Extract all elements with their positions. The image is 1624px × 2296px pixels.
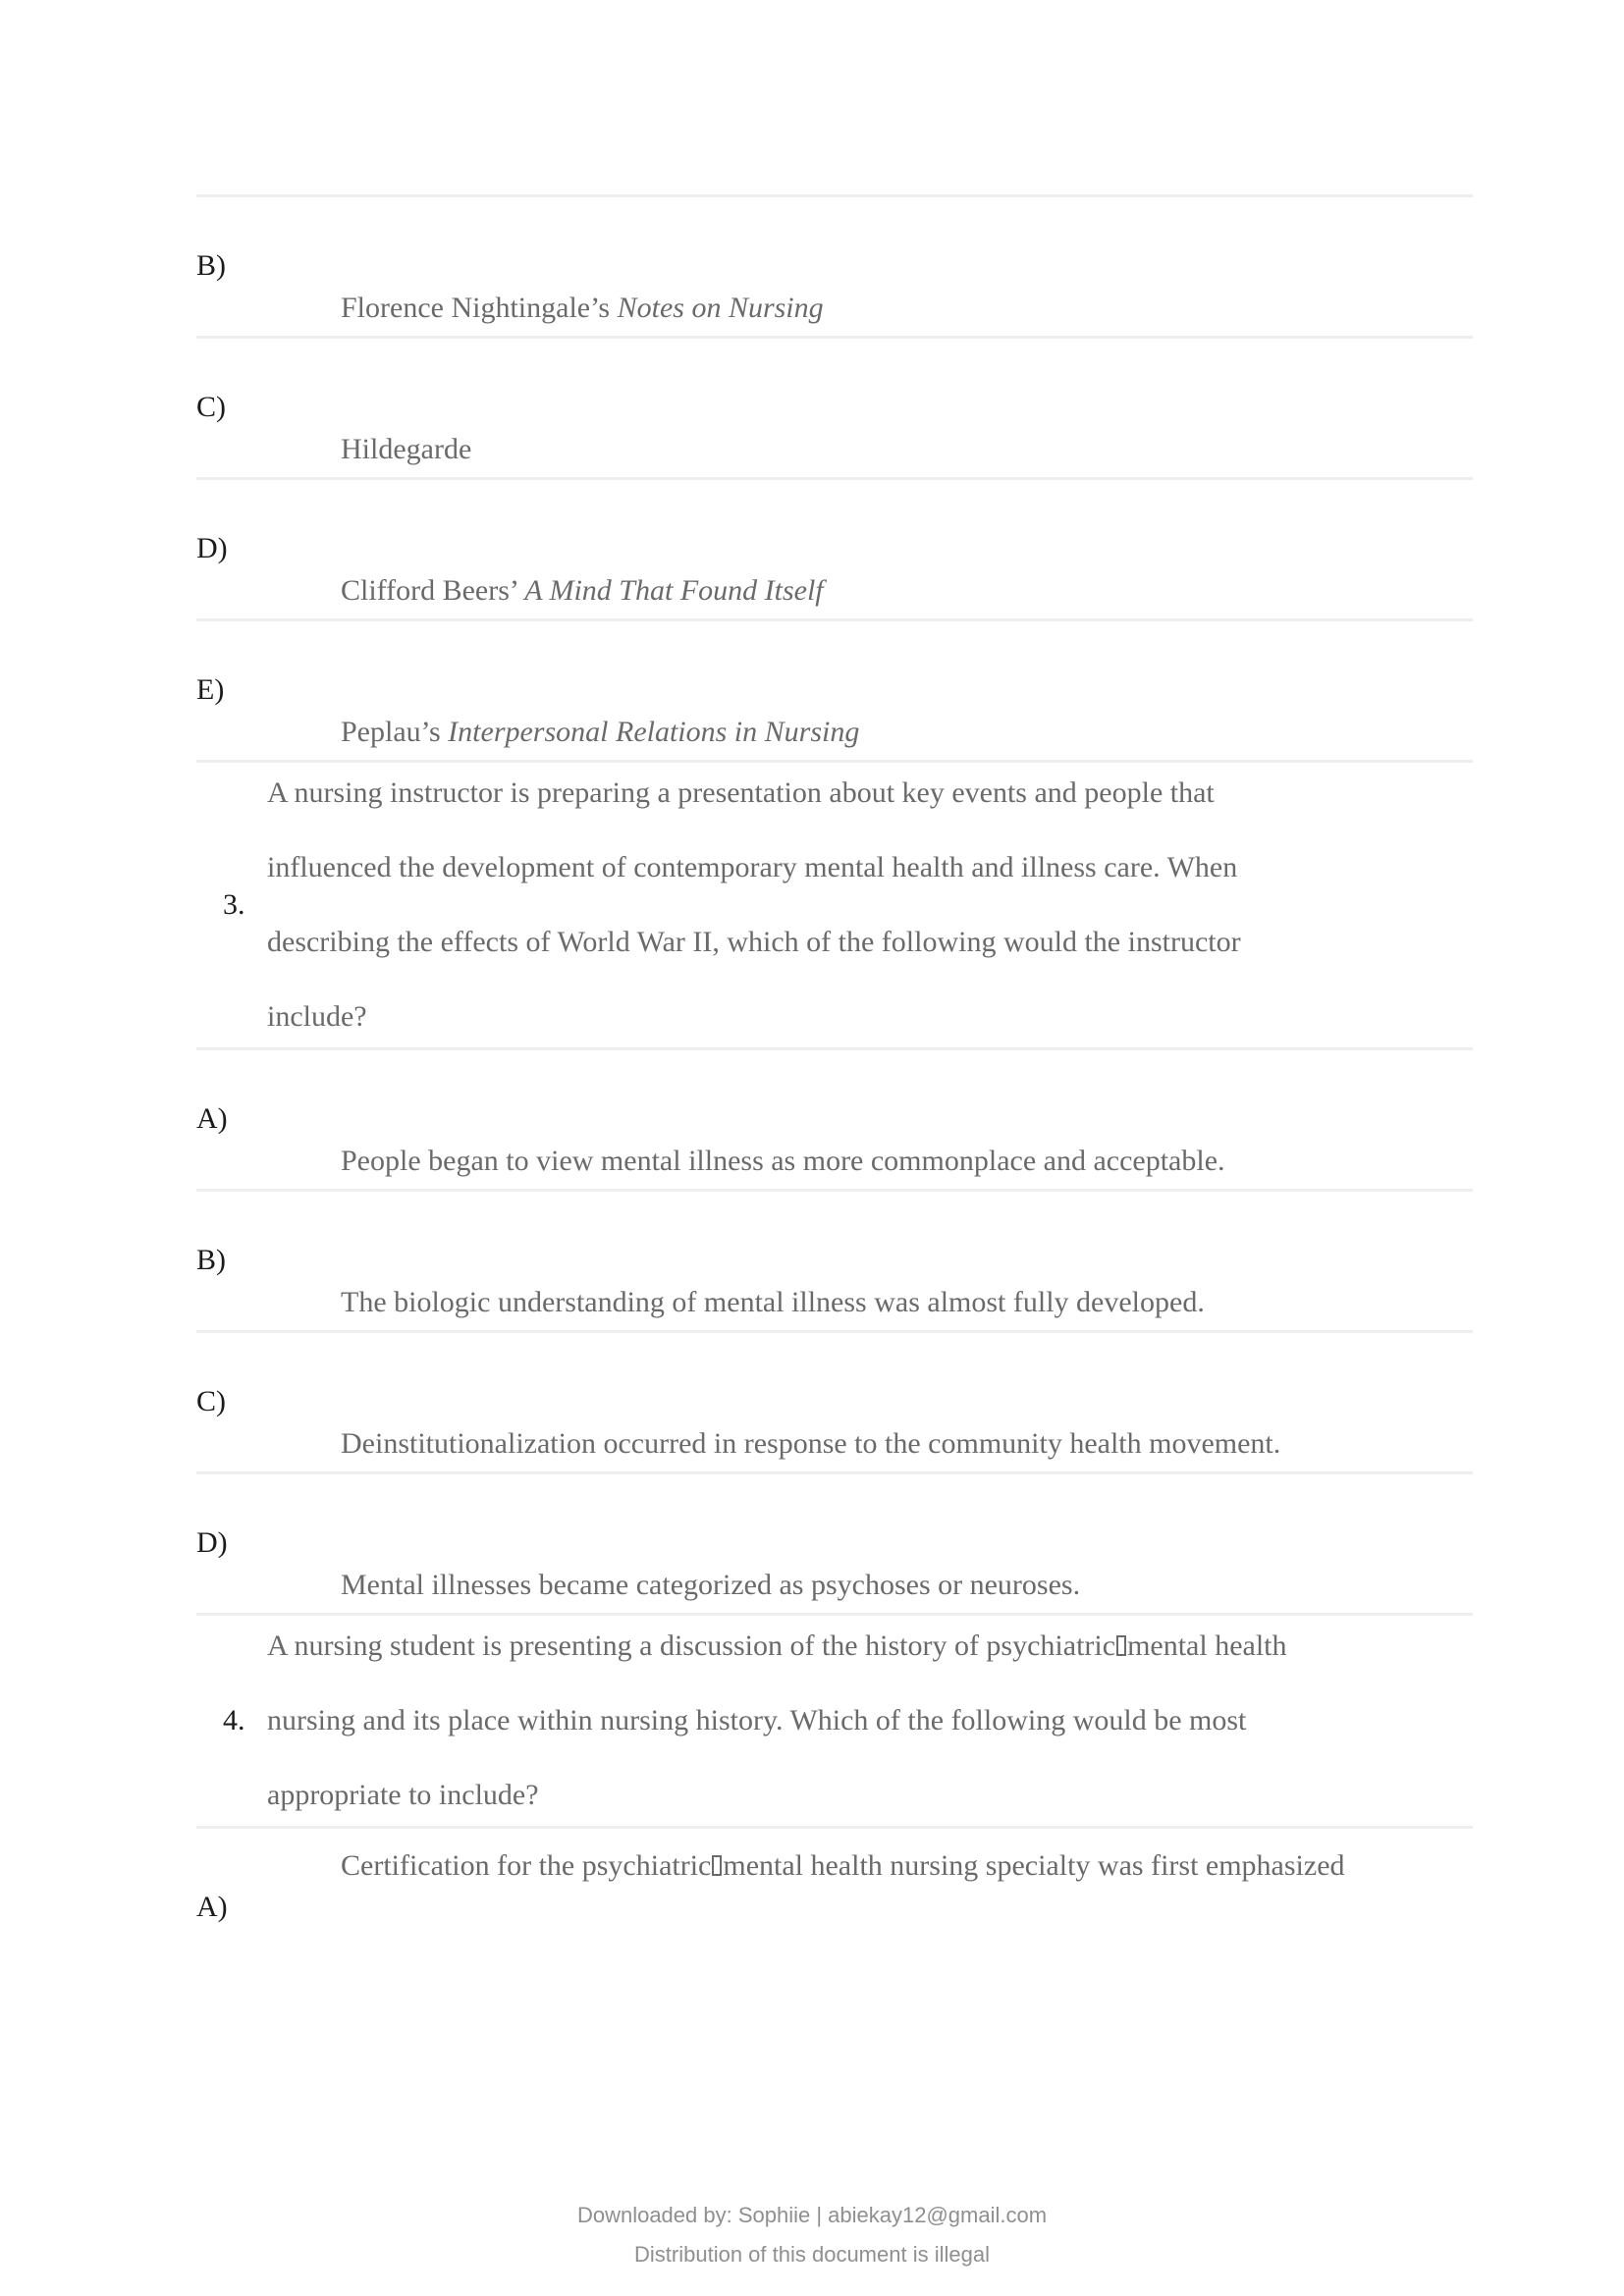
question-text bbox=[267, 756, 1241, 1054]
top-divider bbox=[196, 0, 1473, 197]
question-text-line bbox=[267, 830, 1241, 905]
text-segment: The biologic understanding of mental illness was almost fully developed. bbox=[341, 1286, 1205, 1318]
question-text-line bbox=[267, 980, 1241, 1054]
option-text bbox=[341, 1846, 1345, 1886]
option-letter: C) bbox=[196, 391, 226, 423]
missing-glyph-box bbox=[712, 1855, 722, 1876]
option-text bbox=[341, 571, 824, 611]
option-letter: B) bbox=[196, 1244, 226, 1276]
question-text-line bbox=[267, 756, 1241, 830]
footer-downloaded-by: Downloaded by: Sophiie | abiekay12@gmail.com bbox=[576, 2203, 1048, 2227]
question-number: 3. bbox=[223, 888, 245, 921]
book-title-italic: A Mind That Found Itself bbox=[524, 574, 824, 607]
option-text bbox=[341, 1142, 1225, 1181]
option-text bbox=[341, 713, 859, 752]
text-segment: Deinstitutionalization occurred in response to the community health movement. bbox=[341, 1427, 1281, 1460]
document-body bbox=[196, 0, 1473, 2064]
text-segment: Peplau’s bbox=[341, 716, 449, 748]
answer-option-row bbox=[196, 197, 1473, 339]
text-segment: Certification for the psychiatric bbox=[341, 1849, 712, 1882]
option-letter: D) bbox=[196, 532, 228, 564]
option-text bbox=[341, 289, 824, 328]
option-letter: A) bbox=[196, 1102, 228, 1135]
footer-distribution-notice: Distribution of this document is illegal bbox=[634, 2242, 990, 2267]
option-text bbox=[341, 1424, 1280, 1464]
answer-option-row bbox=[196, 1474, 1473, 1616]
text-segment: Florence Nightingale’s bbox=[341, 292, 618, 324]
text-segment: People began to view mental illness as more commonplace and acceptable. bbox=[341, 1145, 1225, 1177]
question-text-line bbox=[267, 905, 1241, 980]
text-segment: include? bbox=[267, 1000, 367, 1033]
page-footer bbox=[0, 2196, 1624, 2274]
text-segment: A nursing student is presenting a discussion of the history of psychiatric bbox=[267, 1629, 1116, 1662]
text-segment: A nursing instructor is preparing a presentation about key events and people that bbox=[267, 776, 1215, 809]
text-segment: nursing and its place within nursing history. Which of the following would be most bbox=[267, 1704, 1247, 1736]
missing-glyph-box bbox=[1116, 1635, 1126, 1656]
option-letter: E) bbox=[196, 673, 225, 706]
text-segment: influenced the development of contemporary mental health and illness care. When bbox=[267, 851, 1238, 883]
question-row bbox=[196, 763, 1473, 1050]
answer-option-row bbox=[196, 1333, 1473, 1474]
answer-option-row bbox=[196, 339, 1473, 480]
book-title-italic: Interpersonal Relations in Nursing bbox=[448, 716, 860, 748]
text-segment: appropriate to include? bbox=[267, 1779, 539, 1811]
text-segment: Clifford Beers’ bbox=[341, 574, 525, 607]
text-segment: Mental illnesses became categorized as psychoses or neuroses. bbox=[341, 1569, 1081, 1601]
question-row bbox=[196, 1616, 1473, 1829]
answer-option-row bbox=[196, 621, 1473, 763]
question-text-line bbox=[267, 1683, 1287, 1758]
option-text bbox=[341, 1283, 1205, 1322]
text-segment: mental health nursing specialty was first emphasized bbox=[723, 1849, 1345, 1882]
text-segment: describing the effects of World War II, which of the following would the instructor bbox=[267, 926, 1241, 958]
option-letter: D) bbox=[196, 1526, 228, 1559]
question-number: 4. bbox=[223, 1704, 245, 1736]
book-title-italic: Notes on Nursing bbox=[617, 292, 824, 324]
question-text-line bbox=[267, 1758, 1287, 1833]
option-letter: B) bbox=[196, 249, 226, 282]
answer-option-row bbox=[196, 480, 1473, 621]
answer-option-row bbox=[196, 1829, 1473, 2064]
question-text bbox=[267, 1609, 1287, 1833]
answer-option-row bbox=[196, 1192, 1473, 1333]
option-text bbox=[341, 430, 471, 469]
question-text-line bbox=[267, 1609, 1287, 1683]
option-letter: C) bbox=[196, 1385, 226, 1417]
option-letter: A) bbox=[196, 1891, 228, 1923]
text-segment: mental health bbox=[1127, 1629, 1287, 1662]
option-text bbox=[341, 1566, 1080, 1605]
answer-option-row bbox=[196, 1050, 1473, 1192]
text-segment: Hildegarde bbox=[341, 433, 472, 465]
